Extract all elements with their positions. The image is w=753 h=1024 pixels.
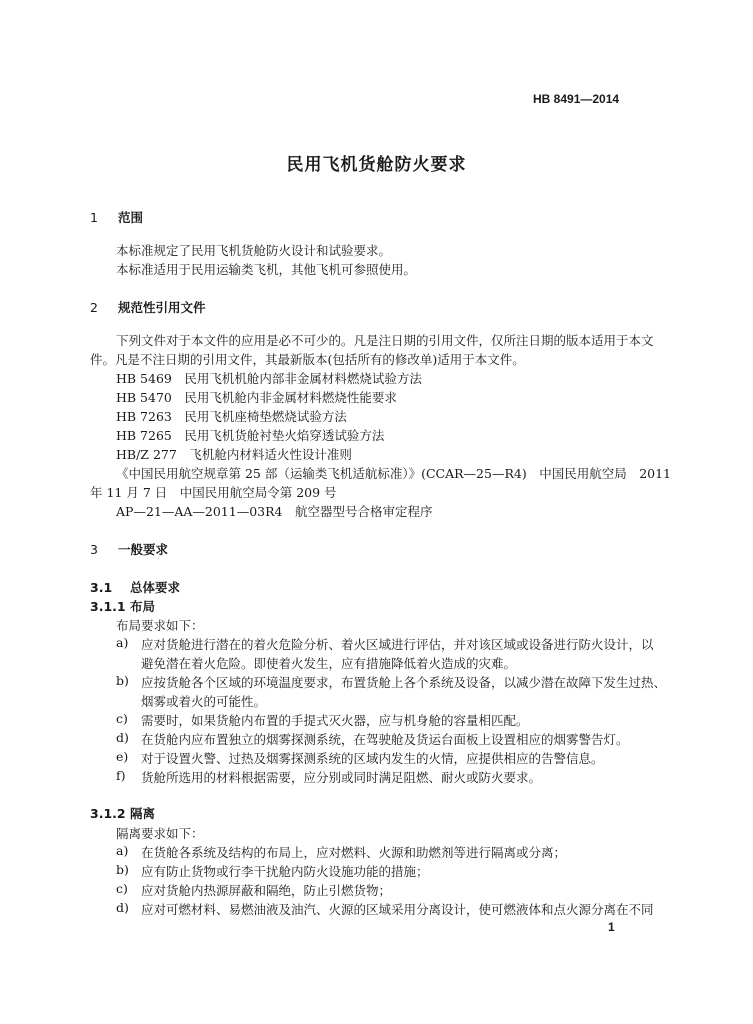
section-3-1-title: 总体要求 — [130, 580, 181, 595]
reference-item: HB 5469 民用飞机机舱内部非金属材料燃烧试验方法 — [116, 371, 422, 386]
list-item-text: 在货舱内应布置独立的烟雾探测系统，在驾驶舱及货运台面板上设置相应的烟雾警告灯。 — [141, 732, 629, 747]
list-item-label: c) — [116, 711, 128, 726]
section-1-title: 范围 — [118, 210, 144, 225]
list-item-text: 货舱所选用的材料根据需要，应分别或同时满足阻燃、耐火或防火要求。 — [141, 770, 542, 785]
list-item — [116, 862, 429, 880]
section-2-title: 规范性引用文件 — [118, 300, 206, 315]
list-item-label: e) — [116, 749, 129, 764]
list-item-text: 应按货舱各个区域的环境温度要求，布置货舱上各个系统及设备，以减少潜在故障下发生过热、 — [141, 675, 667, 690]
list-item-label: a) — [116, 635, 129, 650]
section-1-heading — [90, 208, 143, 226]
list-item-label: a) — [116, 843, 129, 858]
page-title: 民用飞机货舱防火要求 — [286, 155, 467, 175]
list-item-text: 在货舱各系统及结构的布局上，应对燃料、火源和助燃剂等进行隔离或分离； — [141, 845, 567, 860]
reference-ccar-line: 《中国民用航空规章第 25 部（运输类飞机适航标准）》(CCAR—25—R4) 中国民用航空局 2011 — [116, 466, 672, 481]
list-item — [116, 711, 529, 729]
list-item-label: f) — [116, 768, 126, 783]
document-number: HB 8491—2014 — [533, 92, 620, 106]
list-item-label: d) — [116, 900, 129, 915]
section-3-1-2-number: 3.1.2 — [90, 806, 126, 821]
page-number: 1 — [608, 920, 615, 934]
section-3-1-heading — [90, 578, 180, 596]
list-item-text: 应有防止货物或行李干扰舱内防火设施功能的措施； — [141, 864, 429, 879]
sec1-paragraph: 本标准适用于民用运输类飞机，其他飞机可参照使用。 — [116, 262, 417, 277]
section-3-1-1-title: 布局 — [130, 599, 156, 614]
list-item-label: b) — [116, 862, 129, 877]
section-3-1-1-heading — [90, 597, 155, 615]
sec311-intro: 布局要求如下： — [116, 618, 204, 633]
list-item — [116, 768, 542, 786]
list-item-continuation: 避免潜在着火危险。即使着火发生，应有措施降低着火造成的灾难。 — [141, 656, 517, 671]
reference-item: AP—21—AA—2011—03R4 航空器型号合格审定程序 — [116, 504, 433, 519]
list-item — [116, 881, 392, 899]
reference-ccar-line: 年 11 月 7 日 中国民用航空局令第 209 号 — [90, 485, 337, 500]
list-item — [116, 635, 654, 653]
list-item-text: 应对可燃材料、易燃油液及油汽、火源的区域采用分离设计，使可燃液体和点火源分离在不同 — [141, 902, 654, 917]
list-item-text: 需要时，如果货舱内布置的手提式灭火器，应与机身舱的容量相匹配。 — [141, 713, 529, 728]
section-2-heading — [90, 298, 206, 316]
list-item — [116, 900, 654, 918]
list-item — [116, 843, 567, 861]
list-item-text: 应对货舱内热源屏蔽和隔绝，防止引燃货物； — [141, 883, 392, 898]
list-item-label: d) — [116, 730, 129, 745]
list-item-continuation: 烟雾或着火的可能性。 — [141, 694, 267, 709]
section-3-number: 3 — [90, 542, 98, 557]
section-1-number: 1 — [90, 210, 98, 225]
section-3-1-2-title: 隔离 — [130, 806, 156, 821]
section-2-number: 2 — [90, 300, 98, 315]
list-item-text: 应对货舱进行潜在的着火危险分析、着火区域进行评估，并对该区域或设备进行防火设计，以 — [141, 637, 654, 652]
reference-item: HB 7265 民用飞机货舱衬垫火焰穿透试验方法 — [116, 428, 385, 443]
list-item — [116, 673, 667, 691]
list-item — [116, 749, 604, 767]
reference-item: HB 7263 民用飞机座椅垫燃烧试验方法 — [116, 409, 347, 424]
sec2-intro-line: 件。凡是不注日期的引用文件，其最新版本(包括所有的修改单)适用于本文件。 — [90, 352, 525, 367]
reference-item: HB 5470 民用飞机舱内非金属材料燃烧性能要求 — [116, 390, 397, 405]
section-3-1-number: 3.1 — [90, 580, 113, 595]
list-item — [116, 730, 629, 748]
list-item-label: b) — [116, 673, 129, 688]
section-3-title: 一般要求 — [118, 542, 169, 557]
sec2-intro-line: 下列文件对于本文件的应用是必不可少的。凡是注日期的引用文件，仅所注日期的版本适用于本文 — [116, 333, 654, 348]
list-item-text: 对于设置火警、过热及烟雾探测系统的区域内发生的火情，应提供相应的告警信息。 — [141, 751, 604, 766]
section-3-heading — [90, 540, 168, 558]
list-item-label: c) — [116, 881, 128, 896]
reference-item: HB/Z 277 飞机舱内材料适火性设计准则 — [116, 447, 352, 462]
section-3-1-2-heading — [90, 804, 155, 822]
sec312-intro: 隔离要求如下： — [116, 826, 204, 841]
sec1-paragraph: 本标准规定了民用飞机货舱防火设计和试验要求。 — [116, 243, 392, 258]
section-3-1-1-number: 3.1.1 — [90, 599, 126, 614]
